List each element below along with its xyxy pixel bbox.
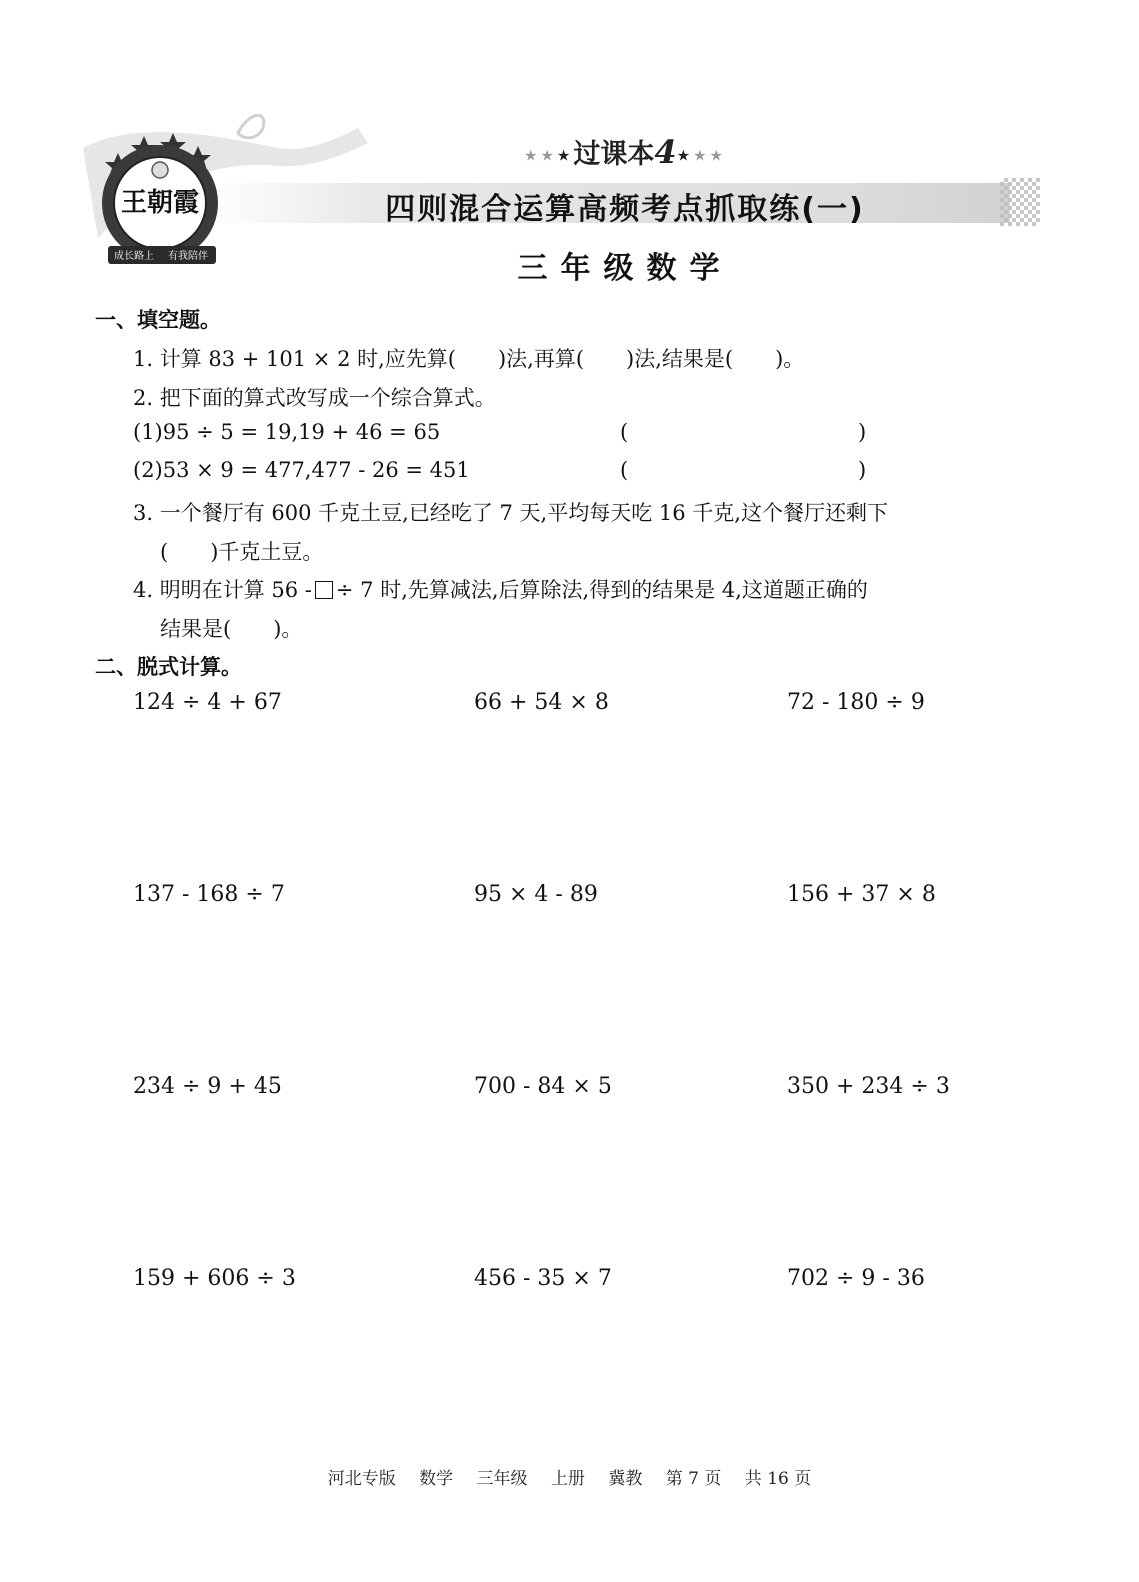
footer-grade: 三年级: [476, 1469, 528, 1489]
page-subtitle: 三年级数学: [517, 251, 733, 286]
star-icon: ★★: [693, 146, 726, 165]
section-heading-fill-blank: 一、填空题。: [95, 308, 221, 332]
question-4-cont: 结果是( )。: [160, 617, 303, 641]
answer-paren-open: (: [620, 458, 629, 482]
brand-slogan-left: 成长路上: [114, 251, 154, 262]
series-number: 4: [654, 133, 677, 171]
footer-edition: 河北专版: [327, 1469, 396, 1489]
series-text: 过课本: [573, 139, 655, 170]
question-1: 1. 计算 83 + 101 × 2 时,应先算( )法,再算( )法,结果是( )。: [133, 347, 805, 371]
calc-item: 234 ÷ 9 + 45: [133, 1074, 282, 1099]
question-2: 2. 把下面的算式改写成一个综合算式。: [133, 386, 496, 410]
question-4-suffix: ÷ 7 时,先算减法,后算除法,得到的结果是 4,这道题正确的: [335, 578, 868, 602]
calc-item: 700 - 84 × 5: [474, 1074, 612, 1099]
footer-page-total: 共 16 页: [744, 1469, 812, 1489]
answer-paren-close: ): [858, 458, 867, 482]
answer-paren-open: (: [620, 420, 629, 444]
question-2-1: (1)95 ÷ 5 = 19,19 + 46 = 65: [133, 420, 441, 444]
question-3-cont: ( )千克土豆。: [160, 540, 324, 564]
question-4-prefix: 4. 明明在计算 56 -: [133, 578, 312, 602]
calc-item: 124 ÷ 4 + 67: [133, 690, 282, 715]
star-icon: ★★: [524, 146, 557, 165]
calc-item: 156 + 37 × 8: [787, 882, 936, 907]
calc-item: 702 ÷ 9 - 36: [787, 1266, 925, 1291]
calc-item: 456 - 35 × 7: [474, 1266, 612, 1291]
answer-paren-close: ): [858, 420, 867, 444]
calc-item: 95 × 4 - 89: [474, 882, 598, 907]
calc-item: 66 + 54 × 8: [474, 690, 609, 715]
calc-item: 159 + 606 ÷ 3: [133, 1266, 296, 1291]
section-heading-calc: 二、脱式计算。: [95, 655, 242, 679]
calc-item: 350 + 234 ÷ 3: [787, 1074, 950, 1099]
footer-subject: 数学: [419, 1469, 454, 1489]
calc-item: 137 - 168 ÷ 7: [133, 882, 285, 907]
question-3: 3. 一个餐厅有 600 千克土豆,已经吃了 7 天,平均每天吃 16 千克,这个餐厅还剩下: [133, 501, 888, 525]
brand-wordmark: 王朝霞: [120, 188, 200, 218]
question-4: [133, 574, 868, 604]
blank-box-icon: [315, 581, 333, 599]
page-footer: [0, 1464, 1139, 1489]
footer-page-number: 第 7 页: [665, 1469, 722, 1489]
star-icon: ★: [676, 146, 694, 165]
page-title: 四则混合运算高频考点抓取练(一): [385, 192, 865, 227]
brand-slogan-right: 有我陪伴: [168, 251, 208, 262]
footer-publisher: 冀教: [608, 1469, 643, 1489]
banner-pattern: [1000, 178, 1040, 226]
star-icon: ★: [556, 146, 574, 165]
question-2-2: (2)53 × 9 = 477,477 - 26 = 451: [133, 458, 470, 482]
series-label: [500, 132, 750, 171]
footer-volume: 上册: [550, 1469, 585, 1489]
calc-item: 72 - 180 ÷ 9: [787, 690, 925, 715]
